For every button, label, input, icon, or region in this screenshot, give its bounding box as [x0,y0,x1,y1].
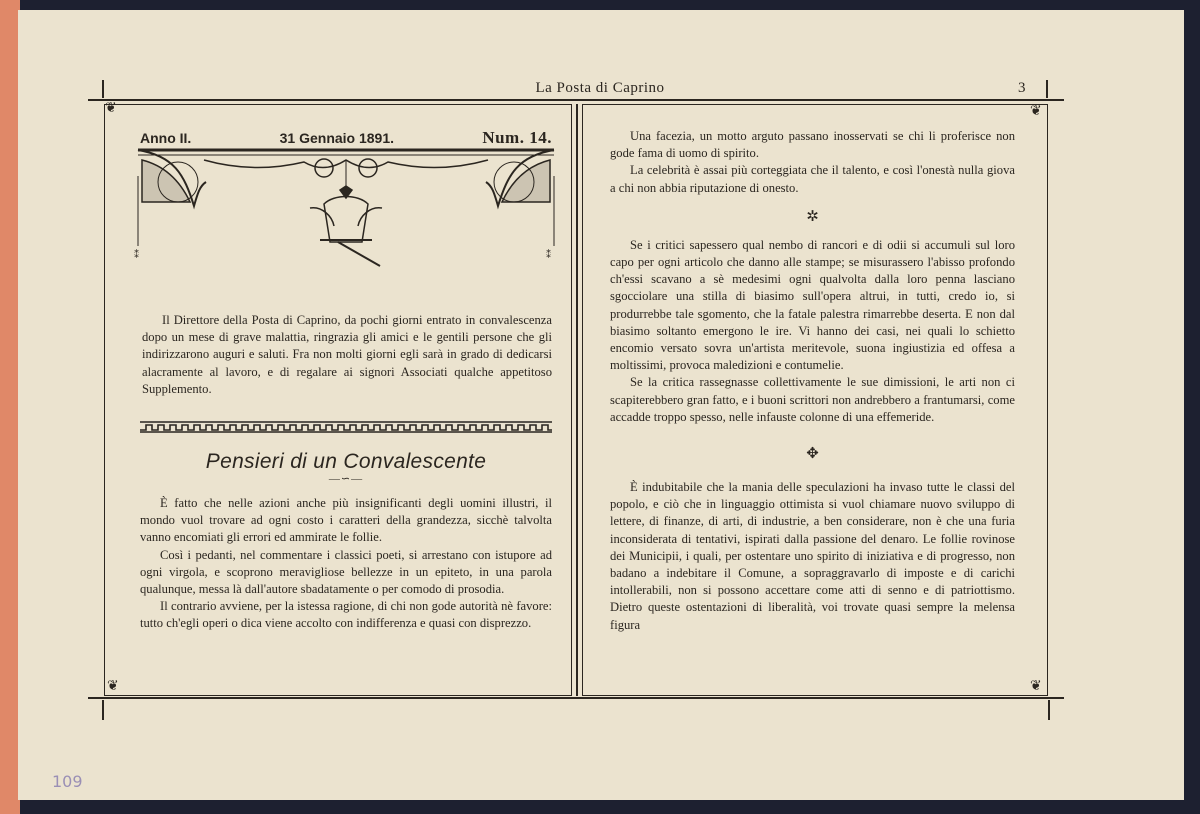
left-article-body [140,495,552,633]
pencil-annotation: 109 [52,772,83,791]
svg-text:⁑: ⁑ [134,250,139,261]
right-block-1 [610,128,1015,197]
corner-ornament-icon: ❦ [1030,104,1042,119]
margin-mark-bottom-left [102,700,104,720]
paragraph: Se i critici sapessero qual nembo di rancori e di odii si accumuli sul loro capo per ogni articolo che danno alle stampe; se misurassero l'abisso profondo ch'essi scavano a sè medesimi ogni qualvolta dalla loro penna lasciano sgocciolare una stilla di biasimo sull'opera altrui, in tutti, credo io, si produrrebbe tale sgomento, che la fatale palestra rimarrebbe deserta. E non dal biasimo soltanto emergono le ire. Vi hanno dei casi, nei quali lo schietto encomio versato sovra un'artista meritevole, suona ingiustizia ed offesa a moltissimi, provoca maledizioni e contumelie. [610,237,1015,373]
outer-rule-top [88,99,1064,101]
page-number: 3 [1018,80,1026,96]
paragraph: Il contrario avviene, per la istessa ragione, di chi non gode autorità nè favore: tutto ch'egli operi o dica viene accolto con indifferenza e quasi con disprezzo. [140,599,552,631]
masthead [140,128,552,148]
asterism-icon: ✲ [806,208,819,225]
outer-rule-bottom [88,697,1064,699]
svg-text:⁑: ⁑ [546,250,551,261]
corner-ornament-icon: ❦ [107,679,119,694]
left-column [134,128,552,633]
title-flourish: —∽— [328,473,364,486]
masthead-issue-number: Num. 14. [482,128,552,147]
right-column [610,128,1015,634]
paragraph: La celebrità è assai più corteggiata che il talento, e così l'onestà nulla giova a chi non abbia riputazione di onesto. [610,163,1015,195]
section-title: Pensieri di un Convalescente [205,450,487,474]
masthead-illustration [134,146,558,278]
flower-ornament-icon: ✥ [806,446,819,463]
greek-key-border [140,420,552,434]
corner-ornament-icon: ❦ [105,101,117,116]
paragraph: È indubitabile che la mania delle speculazioni ha invaso tutte le classi del popolo, e ciò che in linguaggio ottimista si vuol chiamare nuovo sviluppo di lettere, di finanze, di arti, di industrie, a ben considerare, non è che una furia inconsiderata di tentativi, ispirati dalla passione del denaro. Le follie rovinose dei Municipii, i quali, per ostentare uno spirito di iniziativa e di progresso, non badano a indebitare il Comune, a sopraggravarlo di imposte e di carichi intollerabili, non si possono accettare come atti di senno e di patriottismo. Dietro queste ostentazioni di liberalità, voi trovate quasi sempre la melensa figura [610,480,1015,632]
paragraph: È fatto che nelle azioni anche più insignificanti degli uomini illustri, il mondo vuol trovare ad ogni costo i caratteri della grandezza, sicchè talvolta vanno encomiati gli errori ed ammirate le follie. [140,496,552,545]
masthead-year: Anno II. [140,130,192,146]
running-head: La Posta di Caprino [535,80,665,96]
corner-ornament-icon: ❦ [1030,679,1042,694]
paragraph: Se la critica rassegnasse collettivamente le sue dimissioni, le arti non ci scapiterebbero gran fatto, e i buoni scrittori non andrebbero a frantumarsi, come accadde troppo spesso, nelle infauste colonne di una effemeride. [610,375,1015,424]
paragraph: Così i pedanti, nel commentare i classici poeti, si arrestano con istupore ad ogni virgola, e scoprono meravigliose bellezze in un epiteto, in una parola qualunque, messa là dall'autore sbadatamente o per comodo di prosodia. [140,547,552,597]
director-notice: Il Direttore della Posta di Caprino, da pochi giorni entrato in convalescenza dopo un mese di grave malattia, ringrazia gli amici e le gentili persone che gli indirizzarono auguri e saluti. Fra non molti giorni egli sarà in grado di dedicarsi alacramente al lavoro, e di regalare ai signori Associati qualche appetitoso Supplemento. [142,313,552,396]
right-block-3 [610,479,1015,634]
paragraph: Una facezia, un motto arguto passano inosservati se chi li proferisce non gode fama di uomo di spirito. [610,129,1015,161]
book-cover-edge [0,0,20,814]
right-block-2 [610,237,1015,426]
margin-mark-bottom-right [1048,700,1050,720]
masthead-date: 31 Gennaio 1891. [279,130,395,146]
column-divider [576,104,578,696]
